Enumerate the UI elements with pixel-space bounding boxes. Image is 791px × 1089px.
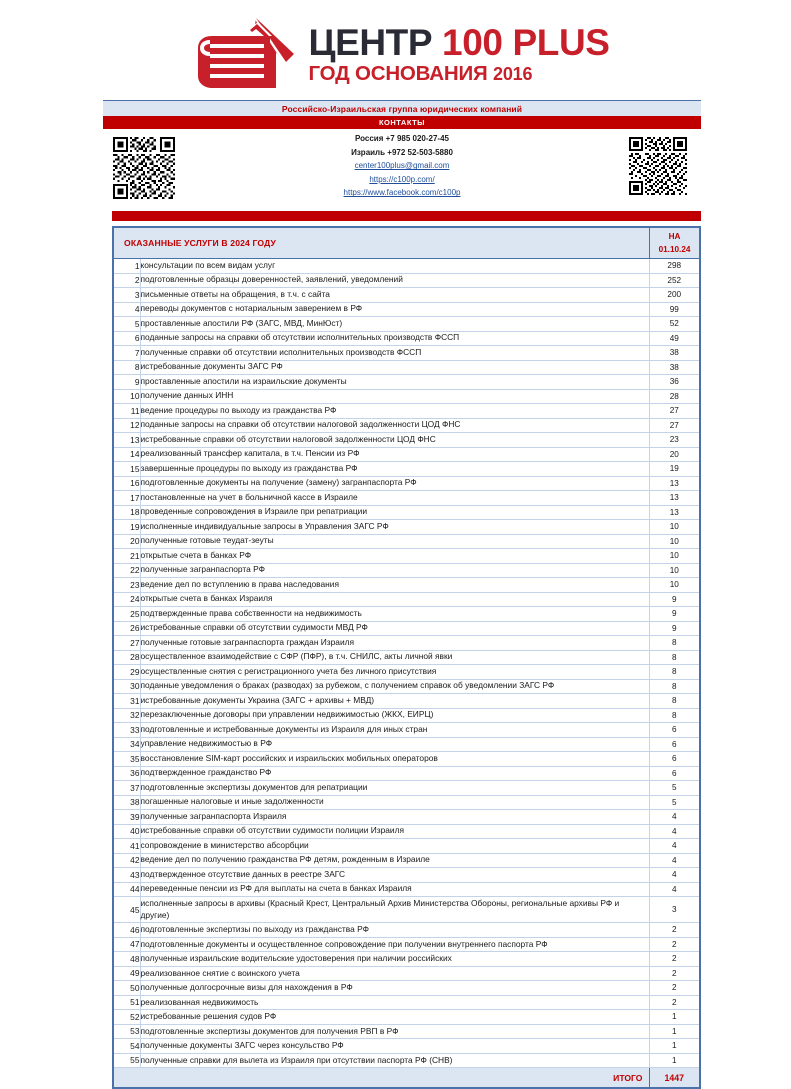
row-number: 7 bbox=[114, 346, 140, 361]
row-value: 1 bbox=[649, 1053, 699, 1068]
row-service-name: открытые счета в банках РФ bbox=[140, 549, 649, 564]
table-row bbox=[114, 868, 699, 883]
logo-wordmark bbox=[308, 20, 609, 85]
row-service-name: исполненные запросы в архивы (Красный Крест, Центральный Архив Министерства Обороны, региональные архивы РФ и другие) bbox=[140, 897, 649, 923]
table-row bbox=[114, 766, 699, 781]
qr-code-right-icon bbox=[629, 137, 687, 195]
row-number: 30 bbox=[114, 679, 140, 694]
row-value: 27 bbox=[649, 404, 699, 419]
row-value: 10 bbox=[649, 549, 699, 564]
row-value: 2 bbox=[649, 981, 699, 996]
company-subtitle-bar bbox=[103, 100, 701, 116]
section-divider bbox=[112, 211, 701, 221]
row-value: 4 bbox=[649, 824, 699, 839]
row-value: 4 bbox=[649, 839, 699, 854]
row-number: 39 bbox=[114, 810, 140, 825]
table-row bbox=[114, 853, 699, 868]
table-row bbox=[114, 476, 699, 491]
row-service-name: подтвержденное гражданство РФ bbox=[140, 766, 649, 781]
row-service-name: проведенные сопровождения в Израиле при репатриации bbox=[140, 505, 649, 520]
services-table-foot bbox=[114, 1068, 699, 1088]
row-value: 2 bbox=[649, 966, 699, 981]
table-row bbox=[114, 679, 699, 694]
table-row bbox=[114, 607, 699, 622]
table-row bbox=[114, 781, 699, 796]
row-number: 36 bbox=[114, 766, 140, 781]
row-value: 8 bbox=[649, 650, 699, 665]
row-service-name: истребованные решения судов РФ bbox=[140, 1010, 649, 1025]
row-value: 9 bbox=[649, 621, 699, 636]
table-row bbox=[114, 1010, 699, 1025]
table-row bbox=[114, 923, 699, 938]
table-title: ОКАЗАННЫЕ УСЛУГИ В 2024 ГОДУ bbox=[124, 238, 277, 248]
row-value: 1 bbox=[649, 1039, 699, 1054]
row-value: 252 bbox=[649, 273, 699, 288]
row-number: 27 bbox=[114, 636, 140, 651]
row-value: 2 bbox=[649, 952, 699, 967]
row-service-name: поданные запросы на справки об отсутствии исполнительных производств ФССП bbox=[140, 331, 649, 346]
contacts-section-header bbox=[103, 116, 701, 129]
row-number: 33 bbox=[114, 723, 140, 738]
row-number: 53 bbox=[114, 1024, 140, 1039]
value-header-line2: 01.10.24 bbox=[658, 245, 691, 254]
row-value: 3 bbox=[649, 897, 699, 923]
row-service-name: переведенные пенсии из РФ для выплаты на счета в банках Израиля bbox=[140, 882, 649, 897]
row-value: 4 bbox=[649, 882, 699, 897]
row-number: 19 bbox=[114, 520, 140, 535]
row-number: 54 bbox=[114, 1039, 140, 1054]
table-row bbox=[114, 708, 699, 723]
row-service-name: полученные загранпаспорта РФ bbox=[140, 563, 649, 578]
row-value: 6 bbox=[649, 723, 699, 738]
row-value: 1 bbox=[649, 1024, 699, 1039]
row-service-name: осуществленное взаимодействие с СФР (ПФР), в т.ч. СНИЛС, акты личной явки bbox=[140, 650, 649, 665]
row-number: 31 bbox=[114, 694, 140, 709]
row-value: 27 bbox=[649, 418, 699, 433]
row-service-name: получение данных ИНН bbox=[140, 389, 649, 404]
row-number: 11 bbox=[114, 404, 140, 419]
table-row bbox=[114, 317, 699, 332]
row-number: 37 bbox=[114, 781, 140, 796]
row-service-name: сопровождение в министерство абсорбции bbox=[140, 839, 649, 854]
brand-founded-year: 2016 bbox=[493, 64, 533, 85]
row-number: 46 bbox=[114, 923, 140, 938]
row-number: 48 bbox=[114, 952, 140, 967]
row-service-name: ведение процедуры по выходу из гражданства РФ bbox=[140, 404, 649, 419]
row-number: 44 bbox=[114, 882, 140, 897]
company-subtitle-text: Российско-Израильская группа юридических компаний bbox=[281, 103, 523, 114]
row-service-name: истребованные справки об отсутствии налоговой задолженности ЦОД ФНС bbox=[140, 433, 649, 448]
contacts-body bbox=[103, 129, 701, 209]
table-row bbox=[114, 621, 699, 636]
row-service-name: проставленные апостили РФ (ЗАГС, МВД, МинЮст) bbox=[140, 317, 649, 332]
row-number: 42 bbox=[114, 853, 140, 868]
table-row bbox=[114, 505, 699, 520]
row-service-name: постановленные на учет в больничной кассе в Израиле bbox=[140, 491, 649, 506]
row-value: 23 bbox=[649, 433, 699, 448]
table-row bbox=[114, 418, 699, 433]
brand-name-part1: ЦЕНТР bbox=[308, 22, 433, 64]
row-service-name: восстановление SIM-карт российских и израильских мобильных операторов bbox=[140, 752, 649, 767]
row-value: 13 bbox=[649, 491, 699, 506]
row-service-name: подготовленные экспертизы по выходу из гражданства РФ bbox=[140, 923, 649, 938]
row-value: 13 bbox=[649, 505, 699, 520]
table-row bbox=[114, 937, 699, 952]
row-number: 5 bbox=[114, 317, 140, 332]
row-number: 34 bbox=[114, 737, 140, 752]
table-row bbox=[114, 1039, 699, 1054]
table-row bbox=[114, 578, 699, 593]
contacts-section-label: КОНТАКТЫ bbox=[378, 118, 426, 127]
row-value: 10 bbox=[649, 534, 699, 549]
table-row bbox=[114, 433, 699, 448]
table-row bbox=[114, 302, 699, 317]
row-value: 19 bbox=[649, 462, 699, 477]
row-value: 10 bbox=[649, 520, 699, 535]
table-row bbox=[114, 795, 699, 810]
row-service-name: погашенные налоговые и иные задолженности bbox=[140, 795, 649, 810]
row-service-name: поданные уведомления о браках (разводах) за рубежом, с получением справок об уведомлении ЗАГС РФ bbox=[140, 679, 649, 694]
row-service-name: полученные долгосрочные визы для нахождения в РФ bbox=[140, 981, 649, 996]
table-row bbox=[114, 491, 699, 506]
row-service-name: истребованные документы ЗАГС РФ bbox=[140, 360, 649, 375]
row-service-name: истребованные справки об отсутствии судимости МВД РФ bbox=[140, 621, 649, 636]
row-number: 12 bbox=[114, 418, 140, 433]
table-row bbox=[114, 273, 699, 288]
row-number: 18 bbox=[114, 505, 140, 520]
header-title-cell bbox=[114, 228, 649, 259]
row-value: 1 bbox=[649, 1010, 699, 1025]
row-value: 4 bbox=[649, 868, 699, 883]
row-number: 52 bbox=[114, 1010, 140, 1025]
row-service-name: ведение дел по получению гражданства РФ детям, рожденным в Израиле bbox=[140, 853, 649, 868]
row-number: 26 bbox=[114, 621, 140, 636]
facebook-link[interactable]: https://www.facebook.com/c100p bbox=[343, 188, 461, 198]
row-service-name: полученные израильские водительские удостоверения при наличии российских bbox=[140, 952, 649, 967]
row-service-name: проставленные апостили на израильские документы bbox=[140, 375, 649, 390]
row-value: 5 bbox=[649, 795, 699, 810]
brand-name-part2: 100 PLUS bbox=[442, 22, 610, 64]
table-row bbox=[114, 966, 699, 981]
table-row bbox=[114, 360, 699, 375]
row-service-name: истребованные документы Украина (ЗАГС + архивы + МВД) bbox=[140, 694, 649, 709]
table-row bbox=[114, 462, 699, 477]
row-number: 24 bbox=[114, 592, 140, 607]
total-label: ИТОГО bbox=[114, 1068, 649, 1088]
row-service-name: поданные запросы на справки об отсутствии налоговой задолженности ЦОД ФНС bbox=[140, 418, 649, 433]
table-row bbox=[114, 592, 699, 607]
row-number: 28 bbox=[114, 650, 140, 665]
row-service-name: полученные загранпаспорта Израиля bbox=[140, 810, 649, 825]
value-header-line1: НА bbox=[668, 232, 681, 241]
row-value: 8 bbox=[649, 679, 699, 694]
header-value-cell bbox=[649, 228, 699, 259]
row-value: 38 bbox=[649, 346, 699, 361]
table-row bbox=[114, 346, 699, 361]
table-row bbox=[114, 737, 699, 752]
services-table bbox=[114, 228, 699, 1087]
row-value: 28 bbox=[649, 389, 699, 404]
row-number: 21 bbox=[114, 549, 140, 564]
table-row bbox=[114, 563, 699, 578]
total-value: 1447 bbox=[649, 1068, 699, 1088]
row-number: 47 bbox=[114, 937, 140, 952]
brand-name-line bbox=[308, 24, 609, 62]
website-link[interactable]: https://c100p.com/ bbox=[369, 174, 435, 184]
row-number: 10 bbox=[114, 389, 140, 404]
row-number: 14 bbox=[114, 447, 140, 462]
row-value: 2 bbox=[649, 937, 699, 952]
table-row bbox=[114, 723, 699, 738]
row-value: 6 bbox=[649, 752, 699, 767]
row-value: 10 bbox=[649, 563, 699, 578]
row-number: 13 bbox=[114, 433, 140, 448]
email-link[interactable]: center100plus@gmail.com bbox=[354, 161, 450, 171]
table-row bbox=[114, 534, 699, 549]
table-row bbox=[114, 404, 699, 419]
row-service-name: осуществленные снятия с регистрационного учета без личного присутствия bbox=[140, 665, 649, 680]
row-number: 35 bbox=[114, 752, 140, 767]
row-number: 43 bbox=[114, 868, 140, 883]
total-row bbox=[114, 1068, 699, 1088]
table-row bbox=[114, 375, 699, 390]
brand-founded-prefix: ГОД ОСНОВАНИЯ bbox=[308, 62, 488, 86]
table-row bbox=[114, 995, 699, 1010]
row-value: 4 bbox=[649, 810, 699, 825]
table-row bbox=[114, 1053, 699, 1068]
row-value: 52 bbox=[649, 317, 699, 332]
row-value: 10 bbox=[649, 578, 699, 593]
house-book-logo-icon bbox=[194, 14, 298, 92]
row-value: 2 bbox=[649, 923, 699, 938]
row-number: 55 bbox=[114, 1053, 140, 1068]
row-number: 1 bbox=[114, 259, 140, 274]
row-number: 32 bbox=[114, 708, 140, 723]
row-service-name: реализованное снятие с воинского учета bbox=[140, 966, 649, 981]
row-service-name: перезаключенные договоры при управлении недвижимостью (ЖКХ, ЕИРЦ) bbox=[140, 708, 649, 723]
row-number: 8 bbox=[114, 360, 140, 375]
services-table-body bbox=[114, 259, 699, 1068]
row-number: 40 bbox=[114, 824, 140, 839]
table-row bbox=[114, 752, 699, 767]
row-value: 99 bbox=[649, 302, 699, 317]
row-service-name: ведение дел по вступлению в права наследования bbox=[140, 578, 649, 593]
table-row bbox=[114, 952, 699, 967]
table-row bbox=[114, 288, 699, 303]
row-service-name: подготовленные экспертизы документов для получения РВП в РФ bbox=[140, 1024, 649, 1039]
logo-lockup bbox=[194, 14, 609, 92]
table-row bbox=[114, 981, 699, 996]
services-table-head bbox=[114, 228, 699, 259]
row-value: 6 bbox=[649, 766, 699, 781]
row-service-name: исполненные индивидуальные запросы в Управления ЗАГС РФ bbox=[140, 520, 649, 535]
row-number: 23 bbox=[114, 578, 140, 593]
table-header-row bbox=[114, 228, 699, 259]
services-table-container bbox=[112, 226, 701, 1089]
table-row bbox=[114, 331, 699, 346]
table-row bbox=[114, 897, 699, 923]
table-row bbox=[114, 447, 699, 462]
row-value: 6 bbox=[649, 737, 699, 752]
row-number: 4 bbox=[114, 302, 140, 317]
row-service-name: подтвержденное отсутствие данных в реестре ЗАГС bbox=[140, 868, 649, 883]
row-service-name: полученные готовые загранпаспорта граждан Израиля bbox=[140, 636, 649, 651]
phone-israel: Израиль +972 52-503-5880 bbox=[351, 147, 453, 157]
row-service-name: подготовленные документы на получение (замену) загранпаспорта РФ bbox=[140, 476, 649, 491]
table-row bbox=[114, 839, 699, 854]
row-service-name: подготовленные и истребованные документы из Израиля для иных стран bbox=[140, 723, 649, 738]
table-row bbox=[114, 389, 699, 404]
table-row bbox=[114, 259, 699, 274]
row-number: 51 bbox=[114, 995, 140, 1010]
row-number: 2 bbox=[114, 273, 140, 288]
row-service-name: истребованные справки об отсутствии судимости полиции Израиля bbox=[140, 824, 649, 839]
row-value: 298 bbox=[649, 259, 699, 274]
table-row bbox=[114, 665, 699, 680]
row-service-name: подготовленные документы и осуществленное сопровождение при получении внутреннего паспорта РФ bbox=[140, 937, 649, 952]
row-number: 45 bbox=[114, 897, 140, 923]
row-value: 8 bbox=[649, 665, 699, 680]
row-value: 38 bbox=[649, 360, 699, 375]
row-service-name: полученные справки об отсутствии исполнительных производств ФССП bbox=[140, 346, 649, 361]
row-number: 49 bbox=[114, 966, 140, 981]
table-row bbox=[114, 636, 699, 651]
row-number: 41 bbox=[114, 839, 140, 854]
contact-details bbox=[103, 132, 701, 200]
row-value: 200 bbox=[649, 288, 699, 303]
table-row bbox=[114, 650, 699, 665]
row-service-name: полученные справки для вылета из Израиля при отсутствии паспорта РФ (СНВ) bbox=[140, 1053, 649, 1068]
row-service-name: открытые счета в банках Израиля bbox=[140, 592, 649, 607]
table-row bbox=[114, 824, 699, 839]
row-number: 17 bbox=[114, 491, 140, 506]
table-row bbox=[114, 520, 699, 535]
table-row bbox=[114, 694, 699, 709]
row-service-name: управление недвижимостью в РФ bbox=[140, 737, 649, 752]
table-row bbox=[114, 1024, 699, 1039]
row-value: 13 bbox=[649, 476, 699, 491]
row-service-name: подготовленные образцы доверенностей, заявлений, уведомлений bbox=[140, 273, 649, 288]
row-value: 8 bbox=[649, 636, 699, 651]
row-service-name: завершенные процедуры по выходу из гражданства РФ bbox=[140, 462, 649, 477]
row-value: 8 bbox=[649, 708, 699, 723]
row-number: 15 bbox=[114, 462, 140, 477]
row-service-name: подтвержденные права собственности на недвижимость bbox=[140, 607, 649, 622]
brand-header bbox=[103, 14, 701, 98]
brand-founded-line bbox=[308, 63, 609, 86]
row-value: 4 bbox=[649, 853, 699, 868]
phone-russia: Россия +7 985 020-27-45 bbox=[354, 134, 449, 143]
row-value: 9 bbox=[649, 592, 699, 607]
table-row bbox=[114, 882, 699, 897]
row-number: 3 bbox=[114, 288, 140, 303]
row-service-name: полученные документы ЗАГС через консульство РФ bbox=[140, 1039, 649, 1054]
row-service-name: переводы документов с нотариальным заверением в РФ bbox=[140, 302, 649, 317]
row-service-name: полученные готовые теудат-зеуты bbox=[140, 534, 649, 549]
row-value: 8 bbox=[649, 694, 699, 709]
row-number: 6 bbox=[114, 331, 140, 346]
row-service-name: реализованный трансфер капитала, в т.ч. Пенсии из РФ bbox=[140, 447, 649, 462]
row-number: 22 bbox=[114, 563, 140, 578]
row-service-name: реализованная недвижимость bbox=[140, 995, 649, 1010]
row-number: 25 bbox=[114, 607, 140, 622]
row-service-name: консультации по всем видам услуг bbox=[140, 259, 649, 274]
row-value: 5 bbox=[649, 781, 699, 796]
row-value: 36 bbox=[649, 375, 699, 390]
row-number: 9 bbox=[114, 375, 140, 390]
row-value: 20 bbox=[649, 447, 699, 462]
row-number: 50 bbox=[114, 981, 140, 996]
row-value: 49 bbox=[649, 331, 699, 346]
row-number: 38 bbox=[114, 795, 140, 810]
row-number: 20 bbox=[114, 534, 140, 549]
row-service-name: письменные ответы на обращения, в т.ч. с сайта bbox=[140, 288, 649, 303]
row-number: 16 bbox=[114, 476, 140, 491]
row-number: 29 bbox=[114, 665, 140, 680]
row-value: 2 bbox=[649, 995, 699, 1010]
row-value: 9 bbox=[649, 607, 699, 622]
table-row bbox=[114, 810, 699, 825]
row-service-name: подготовленные экспертизы документов для репатриации bbox=[140, 781, 649, 796]
table-value-header bbox=[649, 228, 699, 258]
table-row bbox=[114, 549, 699, 564]
